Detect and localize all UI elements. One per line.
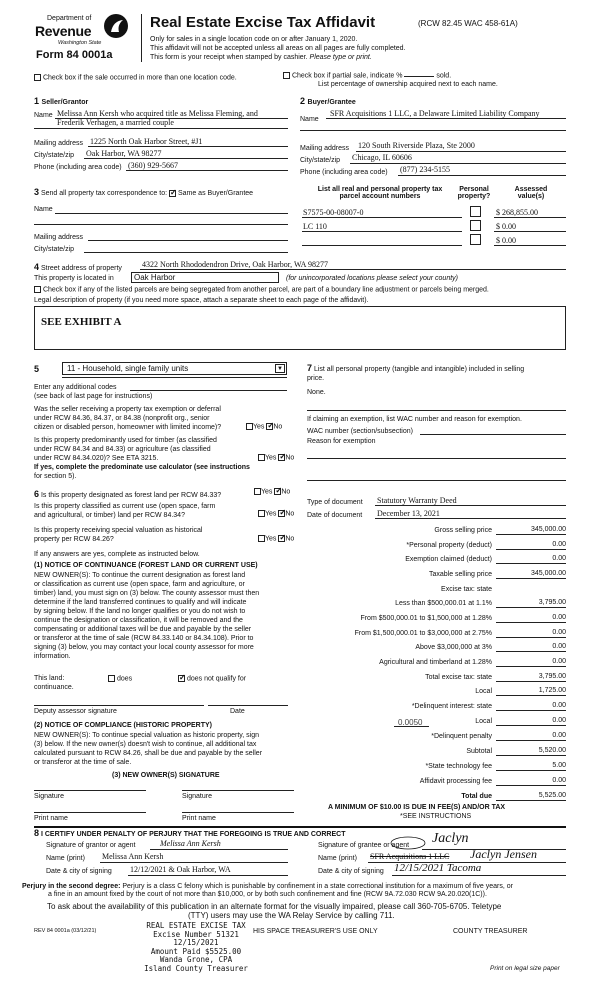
multi-location-checkbox[interactable]: Check box if the sale occurred in more than one location code. (34, 74, 237, 81)
stamp-line: Wanda Grone, CPA (159, 955, 233, 964)
continuance-label: continuance. (34, 684, 74, 691)
tax-row-value[interactable]: 0.00 (552, 541, 566, 548)
wac-label: WAC number (section/subsection) (307, 428, 413, 435)
tax-row-value[interactable]: 0.00 (552, 777, 566, 784)
notice-1-line: or classification as current use (open space, farm and agriculture, or (34, 581, 245, 588)
forest-answer[interactable]: Yes ✓ No (254, 488, 290, 495)
new-owner-print-label: Print name (182, 815, 216, 822)
treasurer-stamp (140, 922, 252, 973)
segregation-checkbox[interactable]: Check box if any of the listed parcels are being segregated from another parcel, are part of a boundary line adjustment or parcels being merged. (34, 286, 489, 293)
tax-row-label: Local (475, 688, 492, 695)
section-4-street-label: 4 Street address of property (34, 262, 122, 272)
seller-name-label: Name (34, 112, 53, 119)
chevron-down-icon[interactable]: ▼ (275, 364, 285, 373)
exemption-answer[interactable]: Yes ✓ No (246, 423, 282, 430)
notice-1-line: compensating or additional taxes will be due and payable by the seller (34, 626, 252, 633)
grantee-name-label: Name (print) (318, 855, 357, 862)
tax-row-underline (496, 622, 566, 623)
accessibility-line-1: To ask about the availability of this publication in an alternate format for the visually impaired, please call 360-705-6705. Teletype (47, 902, 502, 911)
doc-type-label: Type of document (307, 499, 363, 506)
location-label: This property is located in (34, 275, 114, 282)
grantor-name-label: Name (print) (46, 855, 85, 862)
tax-row-underline (496, 637, 566, 638)
doc-date[interactable]: December 13, 2021 (377, 509, 440, 518)
assessed-value[interactable]: $ 268,855.00 (496, 208, 538, 217)
personal-header: Personal property? (457, 186, 491, 200)
buyer-phone[interactable]: (877) 234-5155 (400, 165, 450, 174)
tax-row-underline (496, 549, 566, 550)
stamp-line: Excise Number 51321 (153, 929, 239, 939)
tax-row-label: *Delinquent penalty (431, 733, 492, 740)
tax-row-underline (496, 755, 566, 756)
assessed-header: Assessed value(s) (514, 186, 548, 200)
tax-row-value[interactable]: 0.00 (552, 629, 566, 636)
parcel-header: List all real and personal property tax parcel account numbers (317, 186, 443, 200)
header-divider (141, 14, 142, 62)
agency-name: Revenue (35, 23, 92, 39)
tax-row-underline (496, 681, 566, 682)
section-7-heading: 7 List all personal property (tangible and intangible) included in selling price. (307, 363, 525, 382)
exemption-question: Was the seller receiving a property tax exemption or deferral under RCW 84.36, 84.37, or 84.38 (nonprofit org., senior citizen or disabled person, homeowner with limited income)? (34, 406, 222, 431)
tax-name-label: Name (34, 206, 53, 213)
timber-answer[interactable]: Yes ✓ No (258, 454, 294, 461)
form-title: Real Estate Excise Tax Affidavit (150, 14, 376, 31)
location-note: (for unincorporated locations please select your county) (286, 275, 458, 282)
timber-question: Is this property predominantly used for timber (as classified under RCW 84.34 and 84.33) or agriculture (as classified under RCW 84.34.020)? See ETA 3215. If yes, complete the predominate use calculator (see instructions for section 5). (34, 437, 250, 480)
section-3-heading: 3 Send all property tax correspondence to: ✓ Same as Buyer/Grantee (34, 187, 253, 197)
tax-row-underline (496, 740, 566, 741)
grantee-date-label: Date & city of signing (318, 868, 384, 875)
tax-row-value[interactable]: 3,795.00 (538, 673, 566, 680)
personal-property-checkbox[interactable] (470, 220, 481, 231)
tax-row-value[interactable]: 5,525.00 (538, 792, 566, 799)
tax-row-value[interactable]: 1,725.00 (538, 687, 566, 694)
notice-1-line: continue the designation or classification, it will be removed and the (34, 617, 243, 624)
tax-row-underline (496, 770, 566, 771)
tax-row-underline (496, 607, 566, 608)
tax-row-label: From $500,000.01 to $1,500,000 at 1.28% (360, 615, 492, 622)
legal-description-text: SEE EXHIBIT A (41, 316, 122, 328)
tax-row-underline (496, 578, 566, 579)
form-number: Form 84 0001a (36, 49, 113, 61)
deputy-date-label: Date (230, 708, 245, 715)
deputy-signature-label: Deputy assessor signature (34, 708, 117, 715)
revision-label: REV 84 0001a (03/12/21) (34, 928, 97, 934)
tax-row-value[interactable]: 5.00 (552, 762, 566, 769)
notice-1-line: information. (34, 653, 71, 660)
accessibility-line-2: (TTY) users may use the WA Relay Service by calling 711. (188, 911, 395, 920)
tax-row-label: *State technology fee (425, 763, 492, 770)
paper-size-note: Print on legal size paper (490, 965, 560, 972)
tax-mail-label: Mailing address (34, 234, 84, 241)
seller-city-label: City/state/zip (34, 152, 75, 159)
tax-row-underline (496, 651, 566, 652)
new-owner-print-label: Print name (34, 815, 68, 822)
current-use-answer[interactable]: Yes ✓ No (258, 510, 294, 517)
seller-name-2[interactable]: Frederik Verhagen, a married couple (57, 118, 174, 127)
tax-row-label: *Personal property (deduct) (406, 542, 492, 549)
tax-row-label: Agricultural and timberland at 1.28% (379, 659, 492, 666)
tax-row-value[interactable]: 3,795.00 (538, 599, 566, 606)
tax-row-value[interactable]: 345,000.00 (530, 570, 566, 577)
tax-row-underline (496, 710, 566, 711)
notice-2-line: (3) below. If the new owner(s) doesn't wish to continue, all additional tax (34, 741, 257, 748)
location-select[interactable]: Oak Harbor (131, 272, 279, 283)
grantor-signature-label: Signature of grantor or agent (46, 842, 136, 849)
tax-row-value[interactable]: 0.00 (552, 614, 566, 621)
parcel-number[interactable]: LC 110 (303, 222, 327, 231)
grantee-name-struck: SFR Acquisitions 1 LLC (370, 852, 450, 861)
buyer-city-label: City/state/zip (300, 157, 341, 164)
tax-row-value[interactable]: 0.00 (552, 555, 566, 562)
land-use-select[interactable]: 11 - Household, single family units ▼ (62, 362, 287, 375)
grantee-signature-label: Signature of grantee or agent (318, 842, 410, 849)
see-instructions: *SEE INSTRUCTIONS (400, 813, 472, 820)
tax-row-underline (496, 563, 566, 564)
stamp-line: Island County Treasurer (144, 963, 248, 973)
title-line-1: Only for sales in a single location code on or after January 1, 2020. (150, 36, 358, 43)
assessed-value[interactable]: $ 0.00 (496, 236, 516, 245)
notice-3-heading: (3) NEW OWNER(S) SIGNATURE (112, 772, 220, 779)
tax-row-label: Less than $500,000.01 at 1.1% (395, 600, 492, 607)
partial-sale-checkbox[interactable]: Check box if partial sale, indicate % sold. (283, 72, 451, 79)
grantor-name[interactable]: Melissa Ann Kersh (102, 852, 164, 861)
forest-question: 6 Is this property designated as forest land per RCW 84.33? (34, 489, 222, 499)
historic-question: Is this property receiving special valuation as historical property per RCW 84.26? (34, 527, 203, 543)
codes-note: (see back of last page for instructions) (34, 393, 153, 400)
tax-row-value[interactable]: 0.00 (552, 643, 566, 650)
notice-1-heading: (1) NOTICE OF CONTINUANCE (FOREST LAND OR CURRENT USE) (34, 562, 258, 569)
tax-row-label: Total due (461, 793, 492, 800)
stamp-line: 12/15/2021 (173, 938, 219, 947)
treasurer-use-label: HIS SPACE TREASURER'S USE ONLY (253, 928, 378, 935)
grantee-name[interactable]: Jaclyn Jensen (470, 847, 537, 861)
personal-property-checkbox[interactable] (470, 206, 481, 217)
tax-row-value[interactable]: 0.00 (552, 717, 566, 724)
tax-row-label: Local (475, 718, 492, 725)
notice-2-line: or transferor at the time of sale. (34, 759, 132, 766)
notice-1-line: timber) land, you must sign on (3) below. The county assessor must then (34, 590, 260, 597)
tax-row-label: Taxable selling price (428, 571, 492, 578)
legal-description-label: Legal description of property (if you need more space, attach a separate sheet to each page of the affidavit). (34, 297, 369, 304)
section-2-heading: 2 Buyer/Grantee (300, 96, 356, 106)
exemption-note: If claiming an exemption, list WAC number and reason for exemption. (307, 416, 522, 423)
new-owner-signature-label: Signature (34, 793, 64, 800)
tax-row-label: From $1,500,000.01 to $3,000,000 at 2.75% (354, 630, 492, 637)
buyer-name-label: Name (300, 116, 319, 123)
buyer-name[interactable]: SFR Acquisitions 1 LLC, a Delaware Limited Liability Company (330, 109, 540, 118)
codes-label: Enter any additional codes (34, 384, 117, 391)
tax-row-value[interactable]: 345,000.00 (530, 526, 566, 533)
tax-row-label: Excise tax: state (441, 586, 492, 593)
does-not-checkbox[interactable]: ✓ does not qualify for (178, 675, 246, 682)
doc-type[interactable]: Statutory Warranty Deed (377, 496, 457, 505)
grantor-date-city[interactable]: 12/12/2021 & Oak Harbor, WA (130, 865, 231, 874)
seller-name-1[interactable]: Melissa Ann Kersh who acquired title as Melissa Fleming, and (57, 109, 258, 118)
legal-description-box[interactable] (34, 306, 566, 350)
grantee-date-city[interactable]: 12/15/2021 Tacoma (394, 862, 482, 874)
tax-row-underline (496, 725, 566, 726)
notice-1-line: or transferor at the time of sale (RCW 84.33.140 or 84.34.108). Prior to (34, 635, 254, 642)
reason-label: Reason for exemption (307, 438, 376, 445)
tax-row-value[interactable]: 0.00 (552, 658, 566, 665)
notice-1-text (34, 571, 259, 661)
title-line-3: This form is your receipt when stamped by cashier. Please type or print. (150, 54, 372, 61)
perjury-line-2: a fine in an amount fixed by the court of not more than $10,000, or by both such confinement and fine (RCW 9A.72.030 RCW 9A.20.020(1C)). (48, 891, 487, 898)
tax-row-label: Subtotal (466, 748, 492, 755)
current-use-question: Is this property classified as current use (open space, farm and agricultural, or timber) land per RCW 84.34? (34, 503, 216, 519)
grantor-date-label: Date & city of signing (46, 868, 112, 875)
section-1-heading: 1 Seller/Grantor (34, 96, 89, 106)
minimum-note: A MINIMUM OF $10.00 IS DUE IN FEE(S) AND/OR TAX (328, 804, 506, 811)
seller-phone-label: Phone (including area code) (34, 164, 122, 171)
seller-mail[interactable]: 1225 North Oak Harbor Street, #J1 (90, 137, 203, 146)
buyer-phone-label: Phone (including area code) (300, 169, 388, 176)
county-treasurer-label: COUNTY TREASURER (453, 928, 528, 935)
assessed-value[interactable]: $ 0.00 (496, 222, 516, 231)
tax-row-label: Exemption claimed (deduct) (405, 556, 492, 563)
perjury-line-1: Perjury in the second degree: Perjury is a class C felony which is punishable by confinement in a state correctional institution for a maximum of five years, or (22, 883, 513, 890)
does-checkbox[interactable]: does (108, 675, 132, 682)
personal-property-list[interactable]: None. (307, 389, 326, 396)
grantor-signature[interactable]: Melissa Ann Kersh (160, 839, 221, 848)
tax-row-value[interactable]: 5,520.00 (538, 747, 566, 754)
notice-2-heading: (2) NOTICE OF COMPLIANCE (HISTORIC PROPERTY) (34, 722, 212, 729)
buyer-city[interactable]: Chicago, IL 60606 (352, 153, 412, 162)
grantee-agent-circle (390, 836, 426, 850)
agency-state: Washington State (58, 40, 102, 46)
seller-city[interactable]: Oak Harbor, WA 98277 (86, 149, 162, 158)
same-as-buyer-checkbox[interactable] (169, 190, 176, 197)
tax-row-underline (496, 666, 566, 667)
notice-1-line: NEW OWNER(S): To continue the current designation as forest land (34, 572, 246, 579)
notice-1-line: signing (3) below, you may contact your local county assessor for more (34, 644, 254, 651)
property-street[interactable]: 4322 North Rhododendron Drive, Oak Harbor, WA 98277 (142, 260, 328, 269)
tax-row-underline (496, 534, 566, 535)
revenue-logo-icon (103, 13, 129, 39)
parcel-number[interactable]: S7575-00-08007-0 (303, 208, 364, 217)
new-owner-signature-label: Signature (182, 793, 212, 800)
buyer-mail-label: Mailing address (300, 145, 350, 152)
form-cite: (RCW 82.45 WAC 458-61A) (418, 19, 518, 28)
ownership-note: List percentage of ownership acquired next to each name. (318, 81, 498, 88)
tax-row-label: Gross selling price (434, 527, 492, 534)
title-line-2: This affidavit will not be accepted unless all areas on all pages are fully completed. (150, 45, 406, 52)
land-label: This land: (34, 675, 65, 682)
personal-property-checkbox[interactable] (470, 234, 481, 245)
stamp-line: REAL ESTATE EXCISE TAX (146, 921, 246, 930)
tax-city-label: City/state/zip (34, 246, 75, 253)
tax-row-value[interactable]: 0.00 (552, 732, 566, 739)
tax-row-label: Total excise tax: state (425, 674, 492, 681)
tax-row-underline (496, 800, 566, 801)
seller-mail-label: Mailing address (34, 140, 84, 147)
tax-row-value[interactable]: 0.00 (552, 702, 566, 709)
tax-row-underline (496, 695, 566, 696)
tax-row-label: Above $3,000,000 at 3% (415, 644, 492, 651)
buyer-mail[interactable]: 120 South Riverside Plaza, Ste 2000 (358, 141, 475, 150)
tax-row-underline (496, 785, 566, 786)
agency-dept: Department of (47, 15, 92, 22)
section-5-number: 5 (34, 364, 40, 374)
grantee-signature[interactable]: Jaclyn (432, 831, 469, 846)
notice-2-text (34, 731, 262, 767)
notice-2-line: NEW OWNER(S): To continue special valuation as historic property, sign (34, 732, 259, 739)
answer-note: If any answers are yes, complete as instructed below. (34, 551, 200, 558)
tax-row-label: Affidavit processing fee (419, 778, 492, 785)
section-8-heading: 8 I CERTIFY UNDER PENALTY OF PERJURY THAT THE FOREGOING IS TRUE AND CORRECT (34, 828, 346, 838)
notice-1-line: by signing below. If the land no longer qualifies or you do not wish to (34, 608, 246, 615)
notice-2-line: calculated pursuant to RCW 84.26, shall be due and payable by the seller (34, 750, 263, 757)
doc-date-label: Date of document (307, 512, 363, 519)
seller-phone[interactable]: (360) 929-5667 (128, 161, 178, 170)
local-rate[interactable]: 0.0050 (398, 718, 423, 727)
stamp-line: Amount Paid $5525.00 (150, 946, 242, 956)
notice-1-line: determine if the land transferred continues to qualify and will indicate (34, 599, 247, 606)
historic-answer[interactable]: Yes ✓ No (258, 535, 294, 542)
tax-row-label: *Delinquent interest: state (411, 703, 492, 710)
